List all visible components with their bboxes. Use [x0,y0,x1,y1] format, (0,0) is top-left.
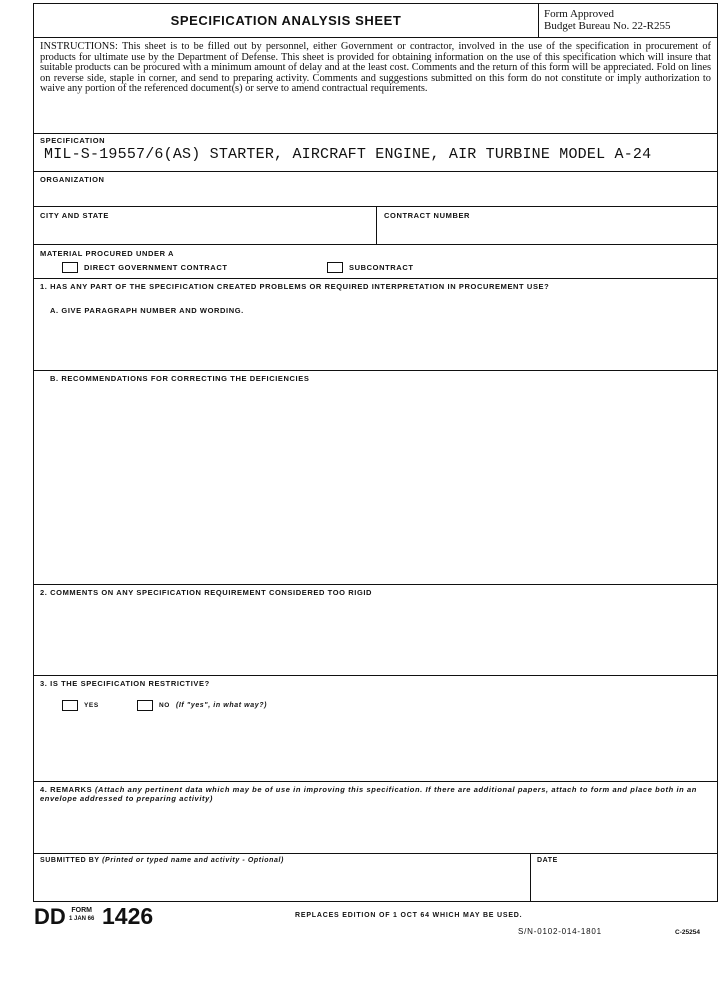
material-procured-label: MATERIAL PROCURED UNDER A [40,249,175,258]
submitted-by-text[interactable] [40,857,284,865]
form-code: C-25254 [675,929,700,936]
question-2-text: 2. COMMENTS ON ANY SPECIFICATION REQUIREMENT CONSIDERED TOO RIGID [40,588,373,597]
question-2-section[interactable] [34,585,717,676]
direct-gov-checkbox[interactable] [62,262,78,273]
question-3-section[interactable] [34,676,717,782]
q3-no-option[interactable] [137,700,267,711]
question-4-text [40,785,712,803]
approval-block [544,8,670,32]
dd-mark: DD [34,904,66,929]
submitted-by-label: SUBMITTED BY [40,857,100,864]
date-label[interactable]: DATE [537,857,558,864]
question-1b-section[interactable] [34,371,717,585]
q3-yes-label: YES [84,702,99,709]
organization-label: ORGANIZATION [40,175,105,184]
question-1-text: 1. HAS ANY PART OF THE SPECIFICATION CREATED PROBLEMS OR REQUIRED INTERPRETATION IN PROCUREMENT USE? [40,282,550,291]
q3-no-checkbox[interactable] [137,700,153,711]
contract-number-label: CONTRACT NUMBER [384,211,471,220]
specification-label: SPECIFICATION [40,136,106,145]
instructions-text: INSTRUCTIONS: This sheet is to be filled out by personnel, either Government or contractor, involved in the use of the specification in procurement of products for ultimate use by the Department of Defense. This sheet is provided for obtaining information on the use of this specification which will insure that suitable products can be procured with a minimum amount of delay and at the least cost. Comments and the return of this form will be appreciated. Fold on lines on reverse side, staple in corner, and send to preparing activity. Comments and suggestions submitted on this form do not constitute or imply authorization to waive any portion of the referenced document(s) or serve to amend contractual requirements. [40,41,711,95]
direct-gov-option[interactable] [62,262,228,273]
form-date-block [69,907,94,923]
form-word: FORM [71,907,92,914]
organization-field[interactable] [34,172,717,207]
q3-yes-checkbox[interactable] [62,700,78,711]
direct-gov-label: DIRECT GOVERNMENT CONTRACT [84,263,228,272]
specification-analysis-form [33,3,718,902]
submitted-by-hint: (Printed or typed name and activity - Optional) [102,857,284,864]
stock-number: S/N-0102-014-1801 [518,927,602,936]
remarks-hint: (Attach any pertinent data which may be of use in improving this specification. If there are additional papers, attach to form and place both in an envelope addressed to preparing activity) [40,785,697,803]
approved-line-2: Budget Bureau No. 22-R255 [544,20,671,32]
q3-no-label: NO [159,702,170,709]
date-divider [530,854,531,901]
subcontract-label: SUBCONTRACT [349,263,414,272]
replaces-edition-note: REPLACES EDITION OF 1 OCT 64 WHICH MAY BE USED. [295,912,523,919]
approved-line-1: Form Approved [544,8,614,20]
form-number: 1426 [102,903,154,929]
question-1-section[interactable] [34,279,717,371]
form-header [34,4,717,38]
q3-hint: (If "yes", in what way?) [175,702,268,709]
city-contract-row [34,207,717,245]
q3-yes-option[interactable] [62,700,99,711]
question-1b-text: B. RECOMMENDATIONS FOR CORRECTING THE DEFICIENCIES [50,374,310,383]
form-title: SPECIFICATION ANALYSIS SHEET [34,4,539,37]
question-3-text: 3. IS THE SPECIFICATION RESTRICTIVE? [40,679,210,688]
city-state-label: CITY AND STATE [40,211,109,220]
remarks-label: 4. REMARKS [40,785,93,794]
form-date: 1 JAN 66 [69,916,95,922]
subcontract-checkbox[interactable] [327,262,343,273]
specification-value[interactable]: MIL-S-19557/6(AS) STARTER, AIRCRAFT ENGINE, AIR TURBINE MODEL A-24 [44,146,652,163]
subcontract-option[interactable] [327,262,414,273]
question-1a-text: A. GIVE PARAGRAPH NUMBER AND WORDING. [50,306,244,315]
